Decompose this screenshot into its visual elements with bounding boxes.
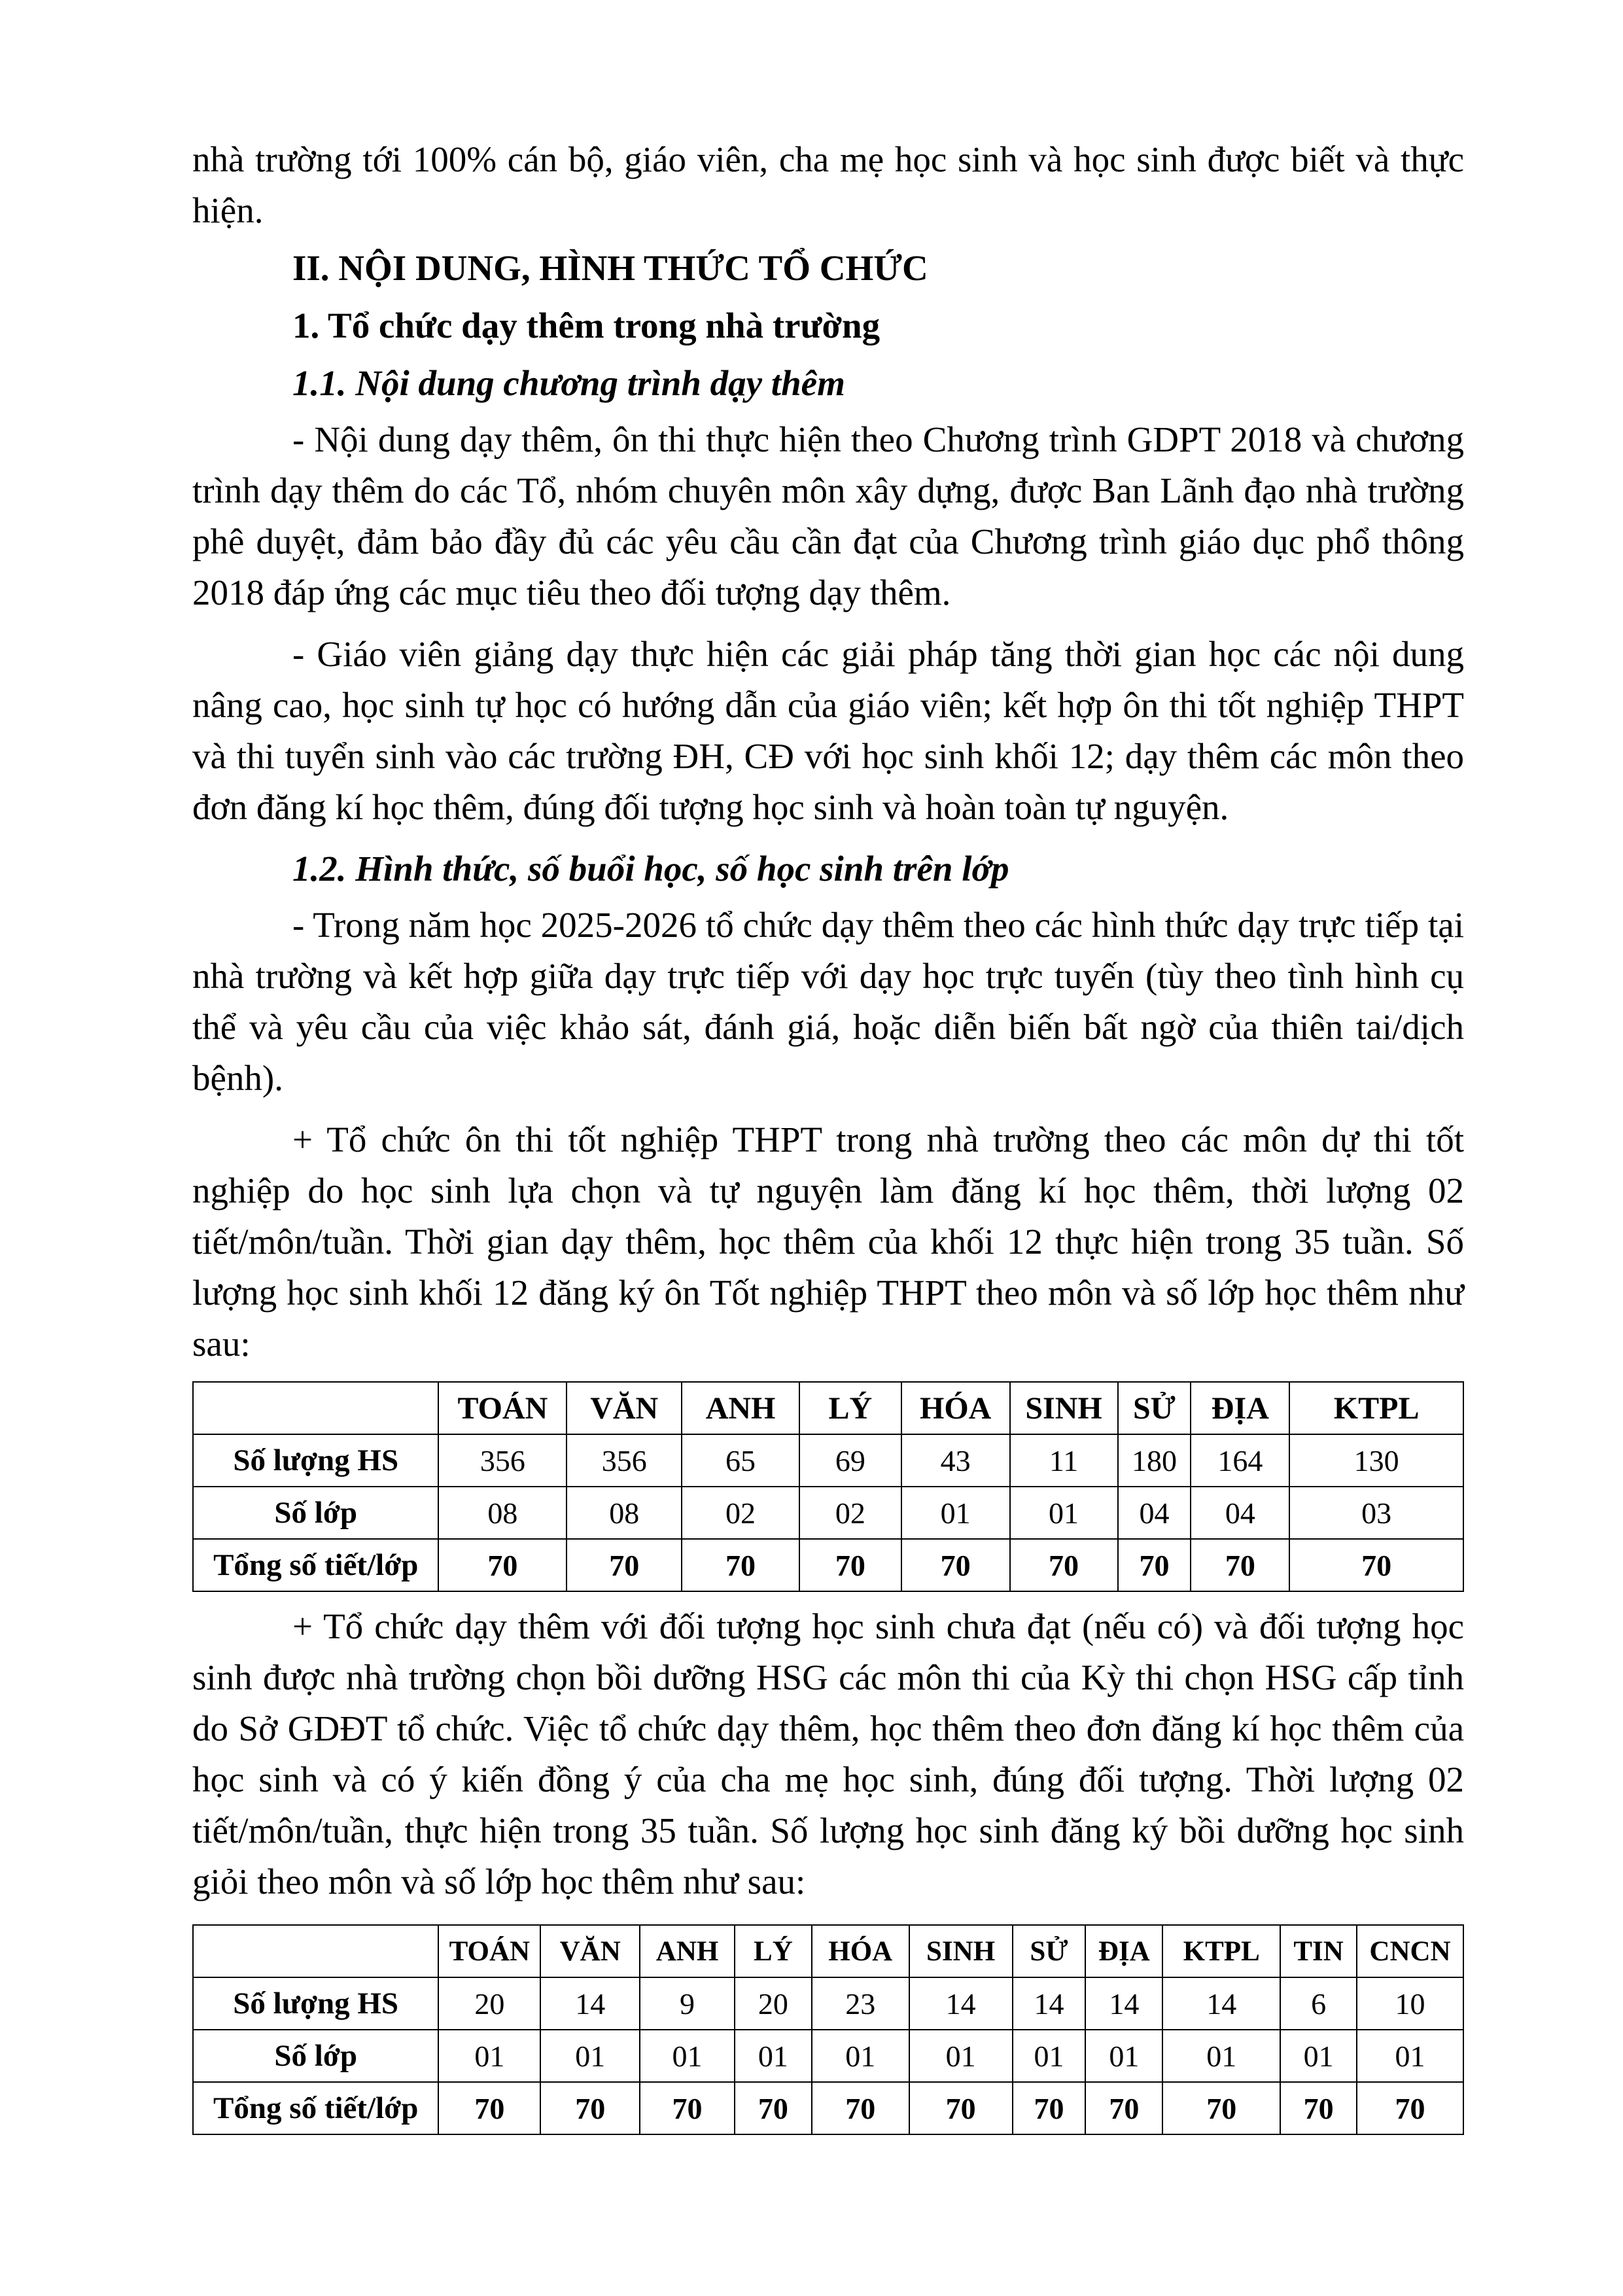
table-cell: 70: [640, 2082, 735, 2134]
table-cell: 14: [1013, 1977, 1086, 2030]
table-header-cell: VĂN: [540, 1925, 640, 1977]
table-header-cell: [193, 1382, 438, 1434]
table-cell: 08: [567, 1487, 682, 1539]
table-cell: 70: [1289, 1539, 1463, 1591]
table-cell: 01: [735, 2030, 812, 2082]
table-cell: 70: [682, 1539, 799, 1591]
table-cell: 70: [438, 1539, 567, 1591]
table-cell: 03: [1289, 1487, 1463, 1539]
table-cell: 01: [909, 2030, 1013, 2082]
table-cell: 01: [540, 2030, 640, 2082]
subsection-heading-1: 1. Tổ chức dạy thêm trong nhà trường: [292, 306, 881, 345]
table-header-cell: SỬ: [1013, 1925, 1086, 1977]
table-header-cell: KTPL: [1162, 1925, 1280, 1977]
exam-prep-table: [192, 1381, 1464, 1592]
table-header-cell: TOÁN: [438, 1382, 567, 1434]
subsection-heading-1-1: 1.1. Nội dung chương trình dạy thêm: [292, 363, 845, 403]
table-header-cell: TOÁN: [438, 1925, 540, 1977]
table-header-cell: LÝ: [799, 1382, 901, 1434]
table-header-cell: LÝ: [735, 1925, 812, 1977]
gifted-students-table: [192, 1924, 1464, 2135]
row-label: Tổng số tiết/lớp: [193, 1539, 438, 1591]
table-row: [193, 1539, 1463, 1591]
table-cell: 69: [799, 1434, 901, 1487]
table-cell: 70: [540, 2082, 640, 2134]
table-row: [193, 1977, 1463, 2030]
table-cell: 23: [812, 1977, 909, 2030]
table-cell: 01: [1162, 2030, 1280, 2082]
table-header-cell: HÓA: [812, 1925, 909, 1977]
table-cell: 6: [1280, 1977, 1357, 2030]
table-cell: 356: [567, 1434, 682, 1487]
table-cell: 70: [1280, 2082, 1357, 2134]
table-header-cell: SINH: [909, 1925, 1013, 1977]
table-cell: 65: [682, 1434, 799, 1487]
table-header-row: [193, 1382, 1463, 1434]
table-cell: 20: [438, 1977, 540, 2030]
table-header-cell: VĂN: [567, 1382, 682, 1434]
table-cell: 70: [1357, 2082, 1463, 2134]
table-cell: 70: [1010, 1539, 1118, 1591]
row-label: Số lượng HS: [193, 1977, 438, 2030]
row-label: Số lớp: [193, 2030, 438, 2082]
intro-paragraph: nhà trường tới 100% cán bộ, giáo viên, cha mẹ học sinh và học sinh được biết và thực hiện.: [192, 139, 1464, 230]
table-cell: 01: [812, 2030, 909, 2082]
table-cell: 02: [799, 1487, 901, 1539]
table-cell: 01: [1013, 2030, 1086, 2082]
table-cell: 01: [1357, 2030, 1463, 2082]
table-cell: 70: [438, 2082, 540, 2134]
table-header-cell: ĐỊA: [1191, 1382, 1289, 1434]
table-cell: 02: [682, 1487, 799, 1539]
table-row: [193, 2082, 1463, 2134]
document-body: [192, 134, 1464, 2135]
table-cell: 70: [735, 2082, 812, 2134]
table-cell: 70: [1191, 1539, 1289, 1591]
row-label: Số lớp: [193, 1487, 438, 1539]
subsection-heading-1-2: 1.2. Hình thức, số buổi học, số học sinh trên lớp: [292, 849, 1009, 889]
table-cell: 70: [799, 1539, 901, 1591]
table-cell: 01: [640, 2030, 735, 2082]
table-header-cell: SỬ: [1118, 1382, 1191, 1434]
table-cell: 14: [540, 1977, 640, 2030]
table-cell: 14: [909, 1977, 1013, 2030]
table-cell: 01: [438, 2030, 540, 2082]
table-header-cell: ĐỊA: [1085, 1925, 1162, 1977]
table-header-cell: HÓA: [901, 1382, 1010, 1434]
content-paragraph-1: - Nội dung dạy thêm, ôn thi thực hiện theo Chương trình GDPT 2018 và chương trình dạy thêm do các Tổ, nhóm chuyên môn xây dựng, được Ban Lãnh đạo nhà trường phê duyệt, đảm bảo đầy đủ các yêu cầu cần đạt của Chương trình giáo dục phổ thông 2018 đáp ứng các mục tiêu theo đối tượng dạy thêm.: [192, 419, 1464, 612]
table-row: [193, 1434, 1463, 1487]
table-cell: 01: [901, 1487, 1010, 1539]
table-cell: 70: [901, 1539, 1010, 1591]
table-cell: 180: [1118, 1434, 1191, 1487]
table-cell: 70: [1162, 2082, 1280, 2134]
table-header-cell: SINH: [1010, 1382, 1118, 1434]
table-row: [193, 1487, 1463, 1539]
section-heading: II. NỘI DUNG, HÌNH THỨC TỔ CHỨC: [292, 248, 928, 288]
table-cell: 70: [567, 1539, 682, 1591]
table-cell: 43: [901, 1434, 1010, 1487]
table-header-row: [193, 1925, 1463, 1977]
table-cell: 164: [1191, 1434, 1289, 1487]
table-row: [193, 2030, 1463, 2082]
table-cell: 70: [909, 2082, 1013, 2134]
form-paragraph-2: + Tổ chức ôn thi tốt nghiệp THPT trong nhà trường theo các môn dự thi tốt nghiệp do học sinh lựa chọn và tự nguyện làm đăng kí học thêm, thời lượng 02 tiết/môn/tuần. Thời gian dạy thêm, học thêm của khối 12 thực hiện trong 35 tuần. Số lượng học sinh khối 12 đăng ký ôn Tốt nghiệp THPT theo môn và số lớp học thêm như sau:: [192, 1120, 1464, 1364]
table-cell: 01: [1085, 2030, 1162, 2082]
table-cell: 20: [735, 1977, 812, 2030]
table-cell: 70: [1085, 2082, 1162, 2134]
table-cell: 70: [812, 2082, 909, 2134]
table-cell: 04: [1191, 1487, 1289, 1539]
table-cell: 01: [1280, 2030, 1357, 2082]
table-header-cell: ANH: [640, 1925, 735, 1977]
table-cell: 14: [1162, 1977, 1280, 2030]
table-header-cell: CNCN: [1357, 1925, 1463, 1977]
table-header-cell: KTPL: [1289, 1382, 1463, 1434]
row-label: Tổng số tiết/lớp: [193, 2082, 438, 2134]
table-cell: 9: [640, 1977, 735, 2030]
table-cell: 04: [1118, 1487, 1191, 1539]
table-cell: 70: [1013, 2082, 1086, 2134]
content-paragraph-2: - Giáo viên giảng dạy thực hiện các giải pháp tăng thời gian học các nội dung nâng cao, học sinh tự học có hướng dẫn của giáo viên; kết hợp ôn thi tốt nghiệp THPT và thi tuyển sinh vào các trường ĐH, CĐ với học sinh khối 12; dạy thêm các môn theo đơn đăng kí học thêm, đúng đối tượng học sinh và hoàn toàn tự nguyện.: [192, 634, 1464, 827]
table-cell: 08: [438, 1487, 567, 1539]
table-header-cell: TIN: [1280, 1925, 1357, 1977]
table-cell: 14: [1085, 1977, 1162, 2030]
table-cell: 01: [1010, 1487, 1118, 1539]
row-label: Số lượng HS: [193, 1434, 438, 1487]
table-header-cell: [193, 1925, 438, 1977]
form-paragraph-3: + Tổ chức dạy thêm với đối tượng học sinh chưa đạt (nếu có) và đối tượng học sinh được nhà trường chọn bồi dưỡng HSG các môn thi của Kỳ thi chọn HSG cấp tỉnh do Sở GDĐT tổ chức. Việc tổ chức dạy thêm, học thêm theo đơn đăng kí học thêm của học sinh và có ý kiến đồng ý của cha mẹ học sinh, đúng đối tượng. Thời lượng 02 tiết/môn/tuần, thực hiện trong 35 tuần. Số lượng học sinh đăng ký bồi dưỡng học sinh giỏi theo môn và số lớp học thêm như sau:: [192, 1606, 1464, 1901]
table-cell: 130: [1289, 1434, 1463, 1487]
table-header-cell: ANH: [682, 1382, 799, 1434]
table-cell: 356: [438, 1434, 567, 1487]
form-paragraph-1: - Trong năm học 2025-2026 tổ chức dạy thêm theo các hình thức dạy trực tiếp tại nhà trường và kết hợp giữa dạy trực tiếp với dạy học trực tuyến (tùy theo tình hình cụ thể và yêu cầu của việc khảo sát, đánh giá, hoặc diễn biến bất ngờ của thiên tai/dịch bệnh).: [192, 905, 1464, 1098]
table-cell: 10: [1357, 1977, 1463, 2030]
table-cell: 11: [1010, 1434, 1118, 1487]
table-cell: 70: [1118, 1539, 1191, 1591]
